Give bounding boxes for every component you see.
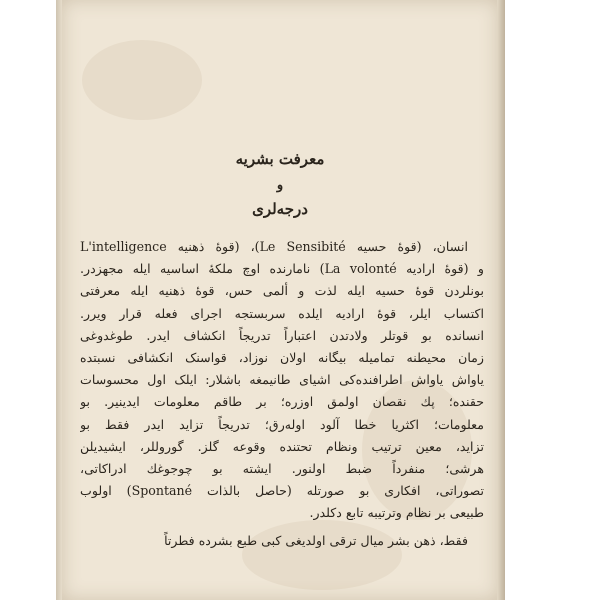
text-line: زمان محیطنه تمامیله بیگانه اولان نوزاد، قواسنک انکشافی نسبتده: [80, 349, 484, 365]
text-line: انسانده بو قوتلر ولادتدن اعتباراً تدریجاً انکشاف ایدر. طوغدوغی: [80, 327, 484, 343]
heading-subtitle: درجه‌لری: [252, 200, 308, 218]
body-text: [80, 236, 484, 553]
text-line: طبیعی بر نظام وترتیبه تابع دکلدر.: [309, 505, 484, 521]
heading-title: معرفت بشریه: [235, 150, 325, 168]
text-line: معلومات؛ اکثریا خطا آلود اوله‌رق؛ تدریجاً تزاید ایدر فقط بو: [80, 416, 484, 432]
text-line: بونلردن قوهٔ حسیه ایله لذت و ألمی حس، قوهٔ ذهنیه ایله معرفتی: [80, 283, 484, 299]
text-line: تزاید، معین ترتیب ونظام تحتنده وقوعه گلز. گوروللر، ایشیدیلن: [80, 438, 484, 454]
text-line: انسان، (قوهٔ حسیه Le Sensibité)، (قوهٔ ذهنیه L'intelligence: [80, 239, 468, 254]
page-edge-right: [497, 0, 505, 600]
text-line: و (قوهٔ ارادیه La volonté) نامارنده اوچ ملکهٔ اساسیه ایله مجهزدر.: [80, 261, 484, 277]
book-page: [62, 0, 498, 600]
text-line: اکتساب ایلر، قوهٔ ارادیه ایلده سربستجه اجرای فعله قرار ویرر.: [80, 305, 484, 321]
paper-stain: [82, 40, 202, 120]
text-line: فقط، ذهن بشر میال ترقی اولدیغی کبی طبع بشرده فطرتاً: [164, 533, 468, 549]
text-line: هرشی؛ منفرداً ضبط اولنور. ایشته بو چوجوغك ادراکاتی،: [80, 460, 484, 476]
heading-conjunction: و: [276, 178, 284, 193]
text-line: تصوراتی، افکاری بو صورتله (حاصل بالذات Spontané) اولوب: [80, 483, 484, 499]
text-line: حقنده؛ پك نقصان اولمق اوزره؛ بر طاقم معلومات ایدینیر. بو: [80, 394, 484, 410]
text-line: یاواش یاواش اطرافنده‌کی اشیای طانیمغه باشلار: ایلک اول محسوسات: [80, 372, 484, 388]
